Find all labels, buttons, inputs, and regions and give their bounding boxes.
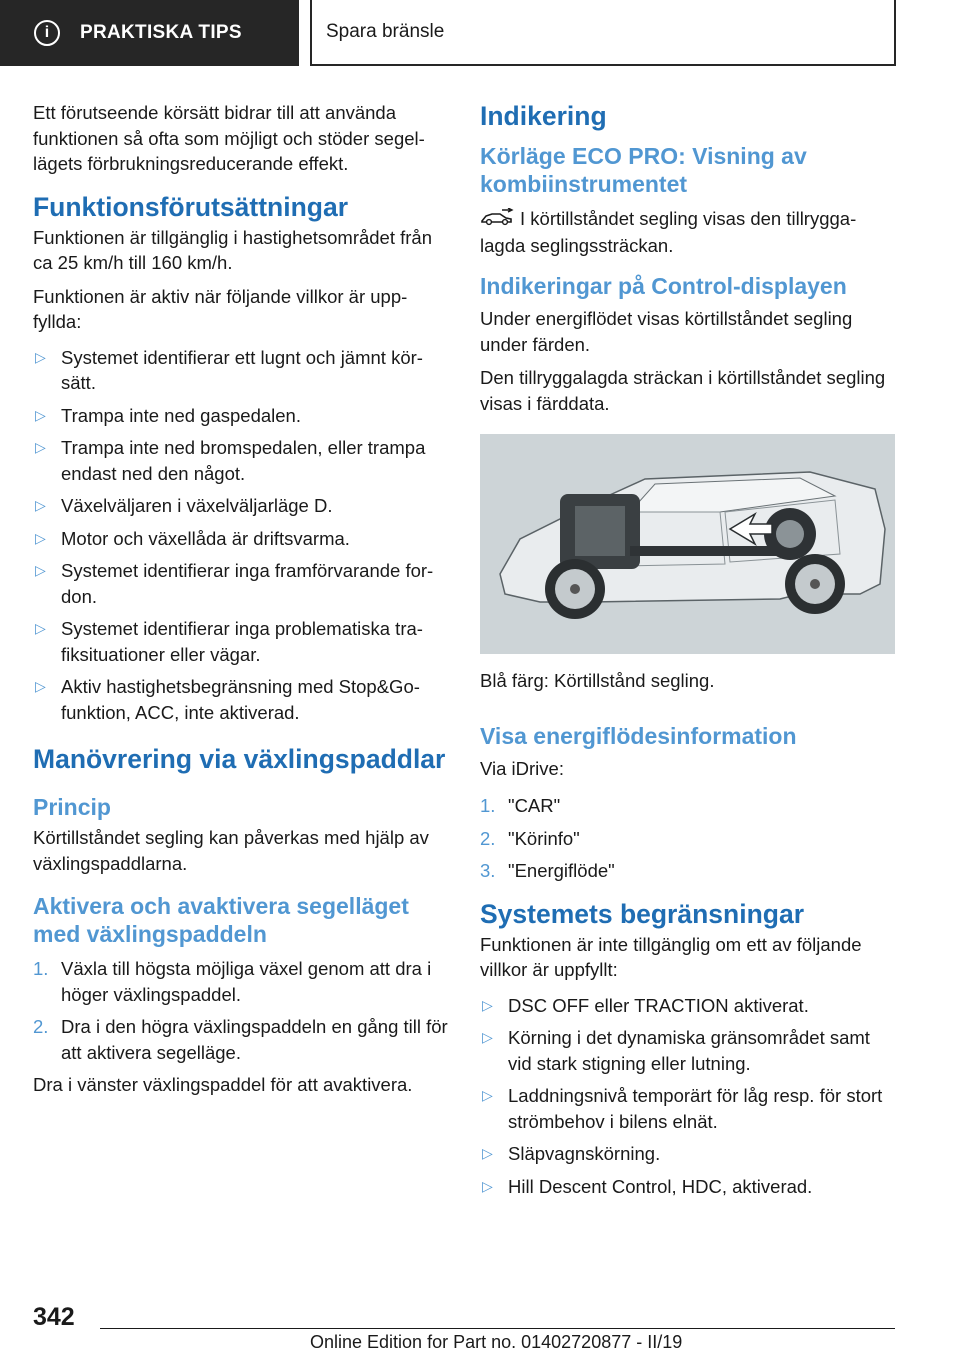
list-item: 1. "CAR"	[480, 795, 561, 817]
list-item: ▷ Trampa inte ned bromspedalen, eller trampa endast ned den något.	[35, 437, 426, 484]
limitations-list	[480, 993, 898, 1200]
edition-note: Online Edition for Part no. 01402720877 - II/19	[310, 1332, 683, 1352]
triangle-bullet-icon: ▷	[482, 1087, 493, 1104]
list-item: ▷ Släpvagnskörning.	[480, 1141, 898, 1167]
list-item: ▷ DSC OFF eller TRACTION aktiverat.	[480, 993, 898, 1019]
list-item: ▷ Körning i det dynamiska gränsområdet samt vid stark stigning eller lutning.	[482, 1027, 870, 1074]
heading-principle: Princip	[33, 794, 111, 820]
activate-steps	[33, 956, 448, 1065]
heading-paddles: Manövrering via växlingspaddlar	[33, 744, 446, 774]
footer-divider	[100, 1328, 895, 1329]
triangle-bullet-icon: ▷	[482, 1145, 493, 1162]
info-icon: i	[34, 20, 60, 46]
intro-paragraph: Ett förutseende körsätt bidrar till att använda funktionen så ofta som möjligt och stöder segel-lägets förbrukningsreducerande effekt.	[33, 102, 425, 174]
list-item: 3. "Energiflöde"	[480, 860, 615, 882]
heading-activate: Aktivera och avaktivera segelläget med växlingspaddeln	[33, 893, 409, 947]
triangle-bullet-icon: ▷	[35, 348, 46, 365]
list-item: ▷ Systemet identifierar inga problematiska tra-fiksituationer eller vägar.	[35, 618, 423, 665]
list-item: ▷ Växelväljaren i växelväljarläge D.	[33, 493, 448, 519]
section-tab	[0, 0, 299, 66]
list-item: 1. Växla till högsta möjliga växel genom att dra i höger växlingspaddel.	[33, 958, 432, 1005]
triangle-bullet-icon: ▷	[35, 497, 46, 513]
triangle-bullet-icon: ▷	[35, 439, 46, 455]
triangle-bullet-icon: ▷	[482, 996, 493, 1013]
triangle-bullet-icon: ▷	[35, 678, 46, 694]
active-paragraph: Funktionen är aktiv när följande villkor är upp-fyllda:	[33, 285, 408, 332]
availability-paragraph: Funktionen är tillgänglig i hastighetsområdet från ca 25 km/h till 160 km/h.	[33, 226, 433, 273]
list-item: 2. Dra i den högra växlingspaddeln en gång till för att aktivera segelläge.	[33, 1016, 448, 1063]
section-label: PRAKTISKA TIPS	[80, 22, 242, 43]
via-idrive: Via iDrive:	[480, 757, 564, 779]
triangle-bullet-icon: ▷	[35, 620, 46, 636]
heading-prerequisites: Funktionsförutsättningar	[33, 191, 349, 222]
menu-steps	[480, 793, 898, 884]
triangle-bullet-icon: ▷	[35, 529, 46, 546]
list-item: ▷ Aktiv hastighetsbegränsning med Stop&Go-funktion, ACC, inte aktiverad.	[35, 676, 420, 723]
heading-limitations: Systemets begränsningar	[480, 898, 805, 929]
heading-indication: Indikering	[480, 101, 607, 131]
list-item: ▷ Laddningsnivå temporärt för låg resp. för stort strömbehov i bilens elnät.	[482, 1085, 883, 1132]
heading-energy-info: Visa energiflödesinformation	[480, 722, 797, 749]
triangle-bullet-icon: ▷	[35, 562, 46, 578]
energy-paragraph-2: Den tillryggalagda sträckan i körtillståndet segling visas i färddata.	[480, 367, 886, 414]
triangle-bullet-icon: ▷	[35, 406, 46, 423]
image-caption: Blå färg: Körtillstånd segling.	[480, 670, 715, 692]
list-item: ▷ Systemet identifierar inga framförvarande for-don.	[35, 560, 434, 607]
eco-paragraph: I körtillståndet segling visas den tillrygga-lagda seglingssträckan.	[480, 208, 857, 256]
list-item: ▷ Trampa inte ned gaspedalen.	[33, 403, 448, 429]
chapter-bar	[310, 0, 896, 66]
principle-paragraph: Körtillståndet segling kan påverkas med hjälp av växlingspaddlarna.	[33, 827, 429, 874]
list-item: ▷ Motor och växellåda är driftsvarma.	[33, 526, 448, 552]
heading-eco-pro: Körläge ECO PRO: Visning av kombiinstrumentet	[480, 143, 807, 197]
energy-paragraph-1: Under energiflödet visas körtillståndet segling under färden.	[480, 308, 853, 355]
left-column	[33, 100, 448, 1106]
list-item: ▷ Systemet identifierar ett lugnt och jämnt kör-sätt.	[35, 346, 423, 393]
heading-control-display: Indikeringar på Control-displayen	[480, 273, 847, 300]
right-column	[480, 100, 898, 1206]
vehicle-drivetrain-illustration	[480, 434, 895, 654]
triangle-bullet-icon: ▷	[482, 1177, 493, 1194]
deactivate-paragraph: Dra i vänster växlingspaddel för att avaktivera.	[33, 1074, 413, 1095]
triangle-bullet-icon: ▷	[482, 1029, 493, 1046]
coasting-car-icon	[480, 207, 514, 233]
list-item: 2. "Körinfo"	[480, 827, 580, 849]
list-item: ▷ Hill Descent Control, HDC, aktiverad.	[480, 1174, 898, 1200]
page-number: 342	[33, 1303, 75, 1331]
limitations-paragraph: Funktionen är inte tillgänglig om ett av följande villkor är uppfyllt:	[480, 933, 862, 981]
chapter-label: Spara bränsle	[326, 21, 445, 42]
conditions-list	[33, 345, 448, 726]
